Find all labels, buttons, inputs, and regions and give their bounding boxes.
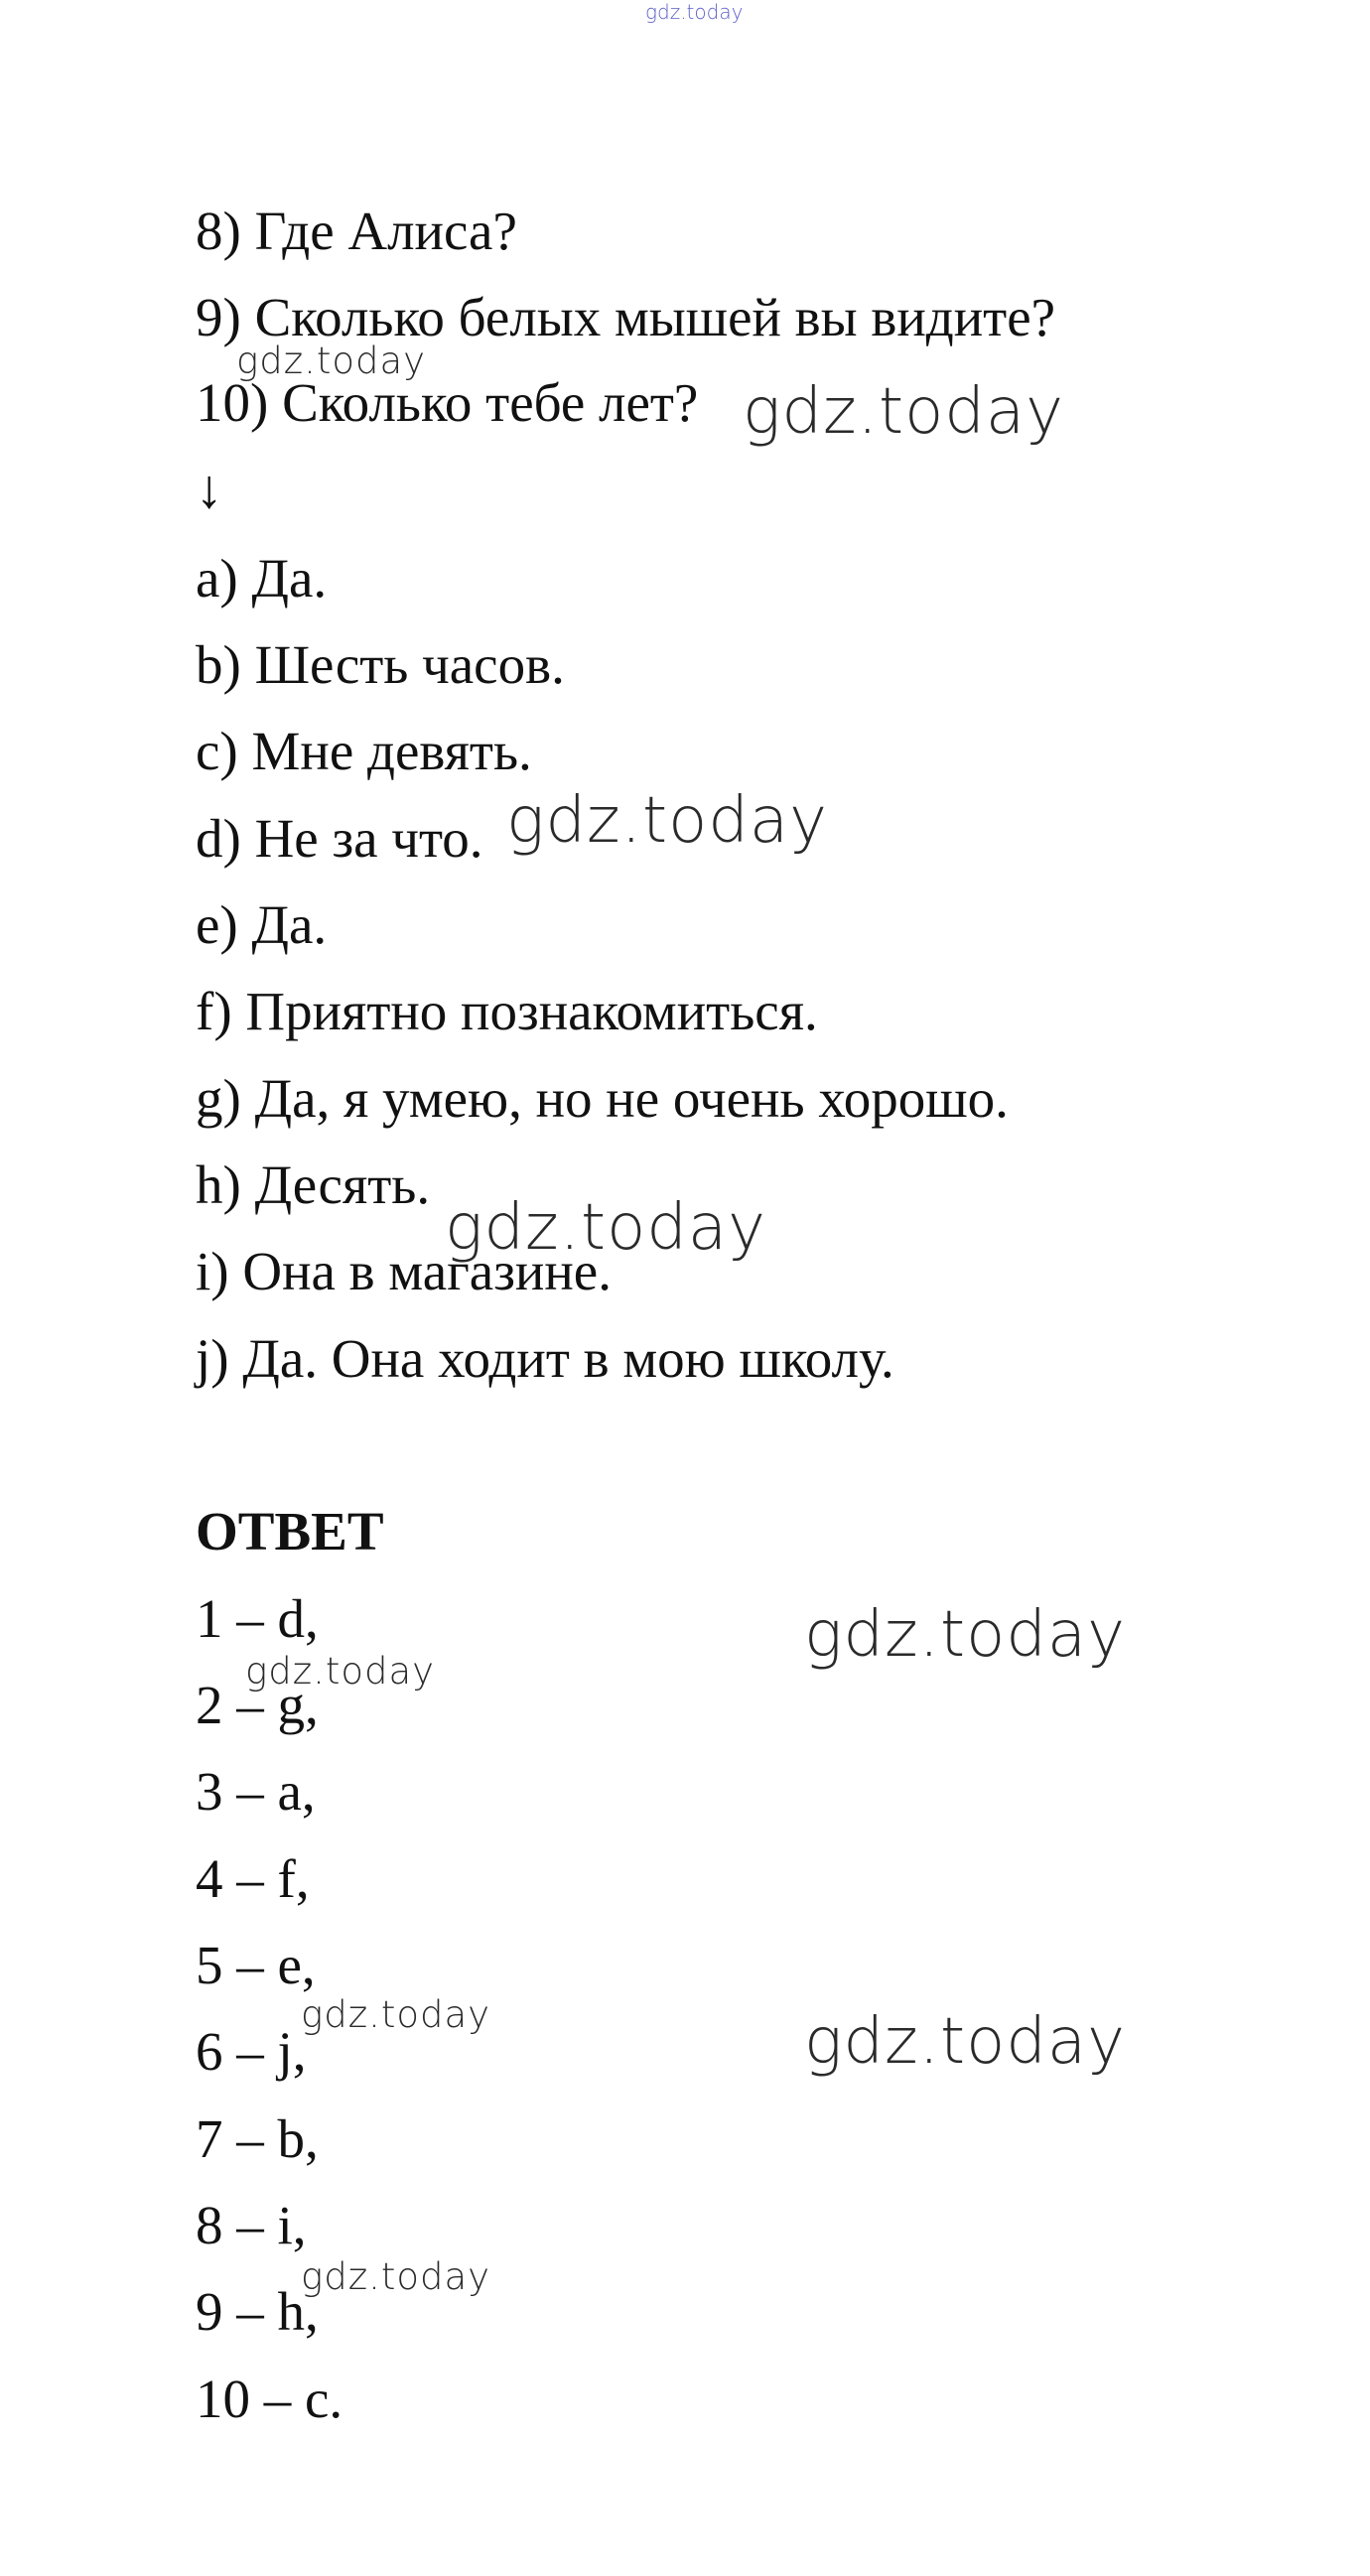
answer-e: e) Да. [196,894,328,955]
match-5: 5 – e, [196,1935,316,1995]
answer-a: a) Да. [196,548,328,609]
question-10: 10) Сколько тебе лет? [196,372,699,433]
watermark: gdz.today [445,1191,766,1265]
match-10: 10 – c. [196,2369,343,2429]
watermark: gdz.today [301,2255,491,2298]
answer-f: f) Приятно познакомиться. [196,981,818,1041]
watermark: gdz.today [245,1650,436,1693]
answer-g: g) Да, я умею, но не очень хорошо. [196,1068,1009,1129]
answer-heading: ОТВЕТ [196,1501,384,1561]
answer-b: b) Шесть часов. [196,634,565,695]
watermark: gdz.today [743,375,1064,449]
answer-h: h) Десять. [196,1154,431,1215]
watermark-top: gdz.today [645,0,744,24]
match-4: 4 – f, [196,1848,310,1909]
answer-c: c) Мне девять. [196,721,532,781]
watermark: gdz.today [236,339,427,382]
question-9: 9) Сколько белых мышей вы видите? [196,287,1056,347]
match-8: 8 – i, [196,2195,307,2255]
answer-d: d) Не за что. [196,808,483,869]
watermark: gdz.today [804,2005,1126,2079]
watermark: gdz.today [301,1993,491,2036]
match-2: 2 – g, [196,1675,319,1735]
answer-j: j) Да. Она ходит в мою школу. [196,1328,894,1389]
match-3: 3 – a, [196,1761,316,1822]
watermark: gdz.today [804,1598,1126,1672]
arrow-down: ↓ [196,459,223,519]
question-8: 8) Где Алиса? [196,201,517,261]
watermark: gdz.today [506,784,828,858]
match-6: 6 – j, [196,2021,307,2082]
match-9: 9 – h, [196,2281,319,2342]
match-1: 1 – d, [196,1588,319,1649]
match-7: 7 – b, [196,2108,319,2169]
answer-i: i) Она в магазине. [196,1241,612,1301]
